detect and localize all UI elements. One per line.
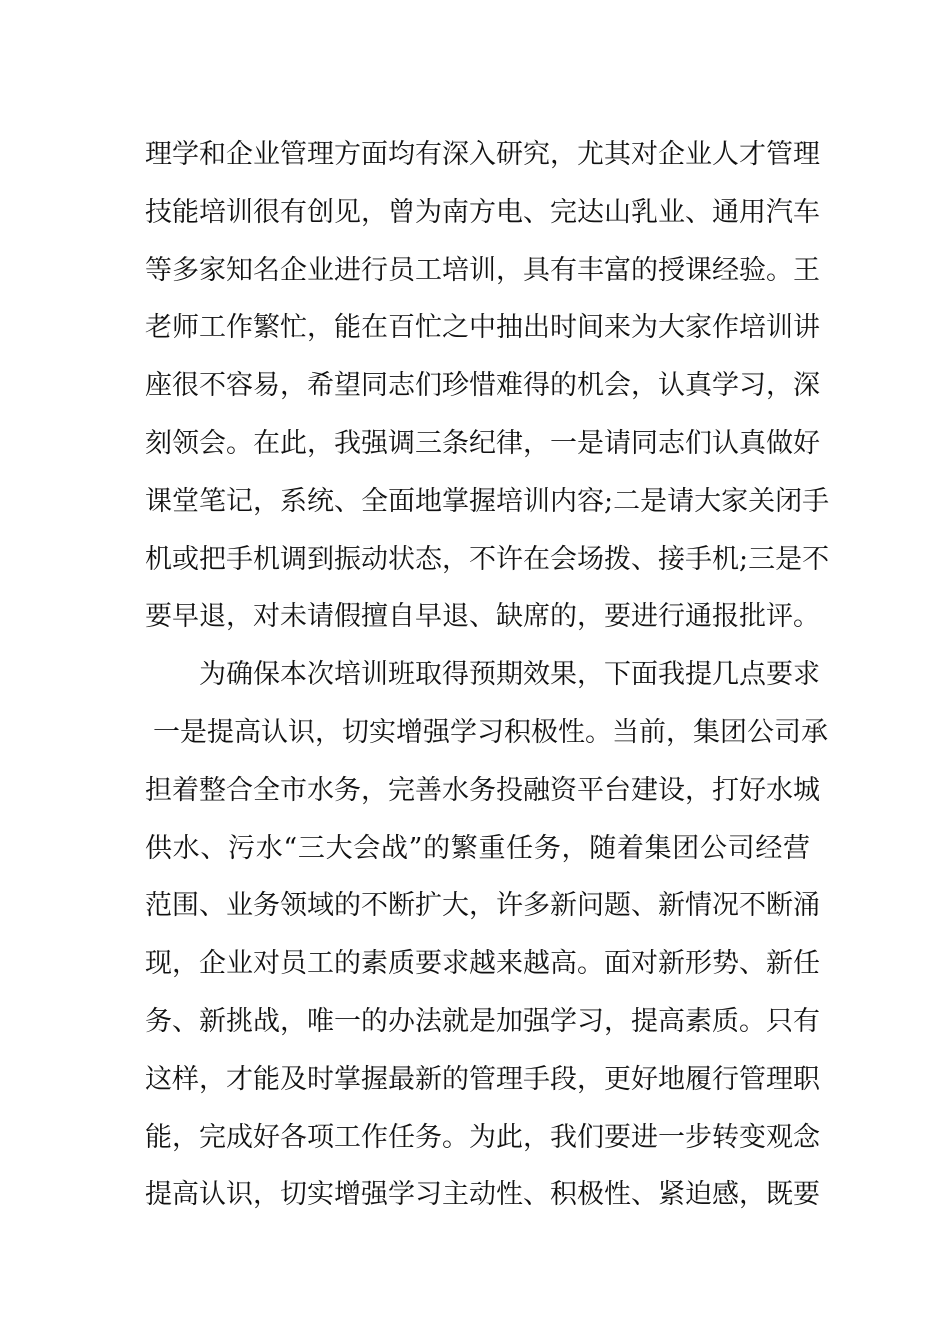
text-line: 担着整合全市水务，完善水务投融资平台建设，打好水城 [145, 774, 820, 806]
text-line: 理学和企业管理方面均有深入研究，尤其对企业人才管理 [145, 139, 820, 170]
text-line: 能，完成好各项工作任务。为此，我们要进一步转变观念 [145, 1121, 820, 1153]
text-line: 刻领会。在此，我强调三条纪律，一是请同志们认真做好 [145, 427, 820, 459]
text-line: 提高认识，切实增强学习主动性、积极性、紧迫感，既要 [145, 1179, 820, 1211]
text-line: 课堂笔记，系统、全面地掌握培训内容;二是请大家关闭手 [145, 485, 830, 517]
text-line: 座很不容易，希望同志们珍惜难得的机会，认真学习，深 [145, 370, 820, 402]
text-line: 务、新挑战，唯一的办法就是加强学习，提高素质。只有 [145, 1005, 820, 1037]
text-line: 等多家知名企业进行员工培训，具有丰富的授课经验。王 [145, 254, 820, 286]
text-line: 范围、业务领域的不断扩大，许多新问题、新情况不断涌 [145, 890, 820, 922]
text-line: 老师工作繁忙，能在百忙之中抽出时间来为大家作培训讲 [145, 312, 820, 344]
paragraph-start-line: 为确保本次培训班取得预期效果，下面我提几点要求 [199, 659, 820, 691]
text-line: 要早退，对未请假擅自早退、缺席的，要进行通报批评。 [145, 601, 820, 633]
text-line: 技能培训很有创见，曾为南方电、完达山乳业、通用汽车 [145, 196, 820, 228]
text-line: 现，企业对员工的素质要求越来越高。面对新形势、新任 [145, 948, 820, 980]
text-line: 这样，才能及时掌握最新的管理手段，更好地履行管理职 [145, 1063, 820, 1095]
text-line: 一是提高认识，切实增强学习积极性。当前，集团公司承 [153, 716, 828, 748]
body-text [145, 126, 830, 1224]
text-line: 机或把手机调到振动状态，不许在会场拨、接手机;三是不 [145, 543, 830, 575]
text-line: 供水、污水“三大会战”的繁重任务，随着集团公司经营 [145, 832, 810, 864]
